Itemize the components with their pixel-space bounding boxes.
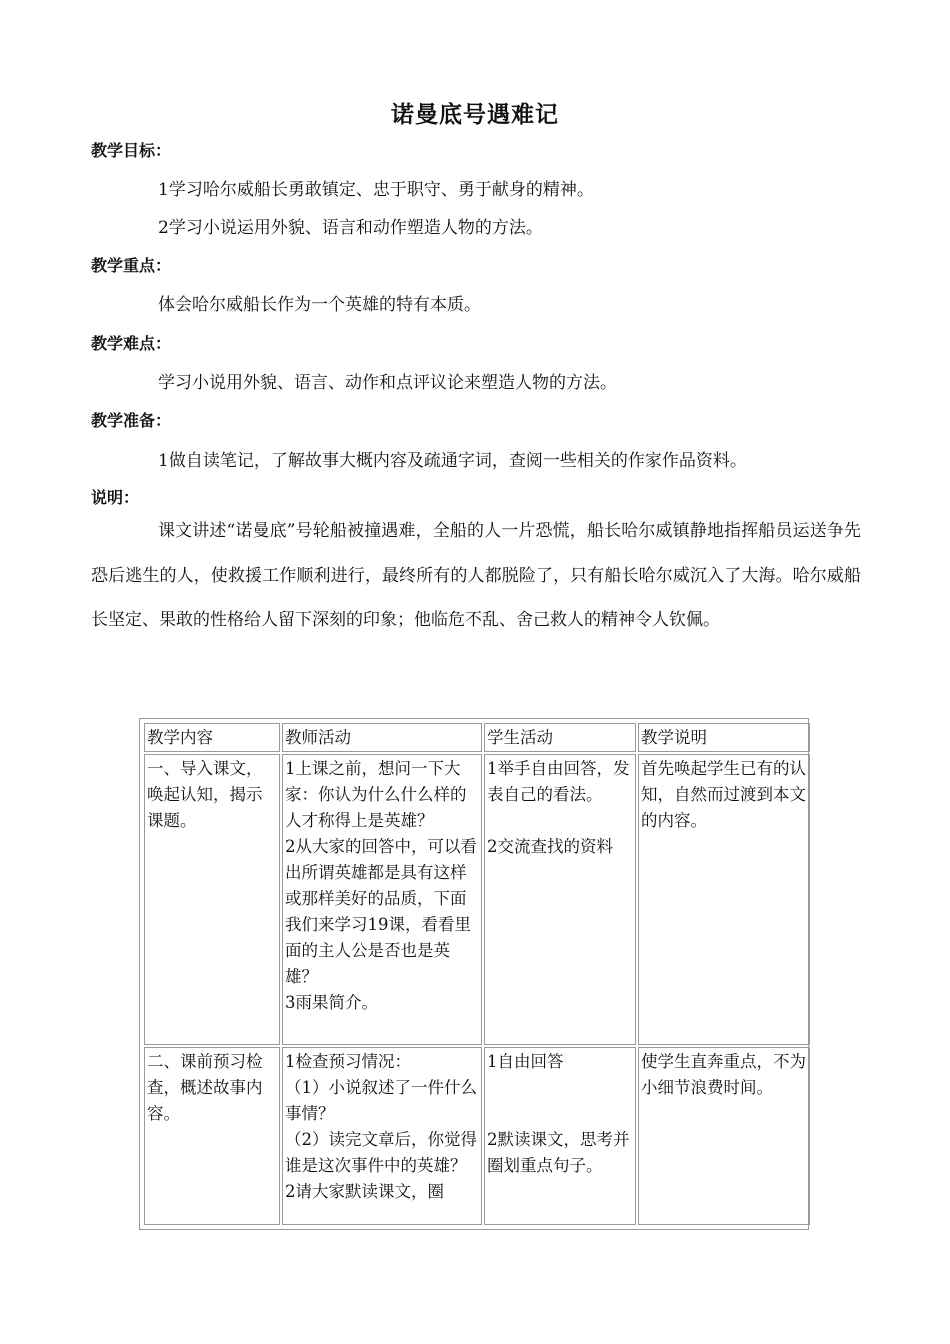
preparation-heading: 教学准备： bbox=[91, 411, 172, 430]
teacher-step: 2请大家默读课文，圈 bbox=[285, 1182, 444, 1201]
student-step bbox=[487, 808, 634, 834]
header-cell: 教学内容 bbox=[144, 723, 280, 752]
table-header-row bbox=[144, 723, 810, 752]
difficulties-heading: 教学难点： bbox=[91, 334, 172, 353]
student-step bbox=[487, 1075, 634, 1101]
objectives-heading: 教学目标： bbox=[91, 141, 172, 160]
teacher-step: 3雨果简介。 bbox=[285, 993, 378, 1012]
student-step: 1举手自由回答，发表自己的看法。 bbox=[487, 759, 630, 804]
note-cell: 首先唤起学生已有的认知，自然而过渡到本文的内容。 bbox=[638, 754, 810, 1045]
teacher-step: 1上课之前，想问一下大家：你认为什么什么样的人才称得上是英雄？ bbox=[285, 759, 467, 830]
table-row bbox=[144, 1047, 810, 1225]
teacher-step: （1）小说叙述了一件什么事情？ bbox=[285, 1078, 477, 1123]
lesson-plan-table bbox=[139, 718, 809, 1230]
student-activity-cell bbox=[484, 754, 636, 1045]
header-cell: 教学说明 bbox=[638, 723, 810, 752]
header-cell: 学生活动 bbox=[484, 723, 636, 752]
student-step: 2默读课文，思考并圈划重点句子。 bbox=[487, 1130, 630, 1175]
difficulties-text: 学习小说用外貌、语言、动作和点评议论来塑造人物的方法。 bbox=[158, 373, 617, 393]
key-points-heading: 教学重点： bbox=[91, 256, 172, 275]
student-step bbox=[487, 1101, 634, 1127]
objective-1: 1学习哈尔威船长勇敢镇定、忠于职守、勇于献身的精神。 bbox=[158, 180, 594, 200]
teacher-activity-cell bbox=[282, 1047, 482, 1225]
teacher-step: 2从大家的回答中，可以看出所谓英雄都是具有这样或那样美好的品质，下面我们来学习19课，看看里面的主人公是否也是英雄？ bbox=[285, 837, 477, 986]
content-cell: 一、导入课文，唤起认知，揭示课题。 bbox=[144, 754, 280, 1045]
preparation-text: 1做自读笔记，了解故事大概内容及疏通字词，查阅一些相关的作家作品资料。 bbox=[158, 451, 747, 471]
document-title: 诺曼底号遇难记 bbox=[391, 101, 559, 128]
student-step: 2交流查找的资料 bbox=[487, 837, 613, 856]
student-step: 1自由回答 bbox=[487, 1052, 564, 1071]
notes-heading: 说明： bbox=[91, 488, 140, 507]
objective-2: 2学习小说运用外貌、语言和动作塑造人物的方法。 bbox=[158, 218, 543, 238]
notes-text: 课文讲述“诺曼底”号轮船被撞遇难，全船的人一片恐慌，船长哈尔威镇静地指挥船员运送争先恐后逃生的人，使救援工作顺利进行，最终所有的人都脱险了，只有船长哈尔威沉入了大海。哈尔威船长坚定、果敢的性格给人留下深刻的印象；他临危不乱、舍己救人的精神令人钦佩。 bbox=[91, 521, 861, 630]
teacher-activity-cell bbox=[282, 754, 482, 1045]
note-cell: 使学生直奔重点，不为小细节浪费时间。 bbox=[638, 1047, 810, 1225]
teacher-step: 1检查预习情况： bbox=[285, 1052, 411, 1071]
teacher-step: （2）读完文章后，你觉得谁是这次事件中的英雄？ bbox=[285, 1130, 477, 1175]
table-row bbox=[144, 754, 810, 1045]
student-activity-cell bbox=[484, 1047, 636, 1225]
key-points-text: 体会哈尔威船长作为一个英雄的特有本质。 bbox=[158, 295, 481, 315]
header-cell: 教师活动 bbox=[282, 723, 482, 752]
content-cell: 二、课前预习检查，概述故事内容。 bbox=[144, 1047, 280, 1225]
